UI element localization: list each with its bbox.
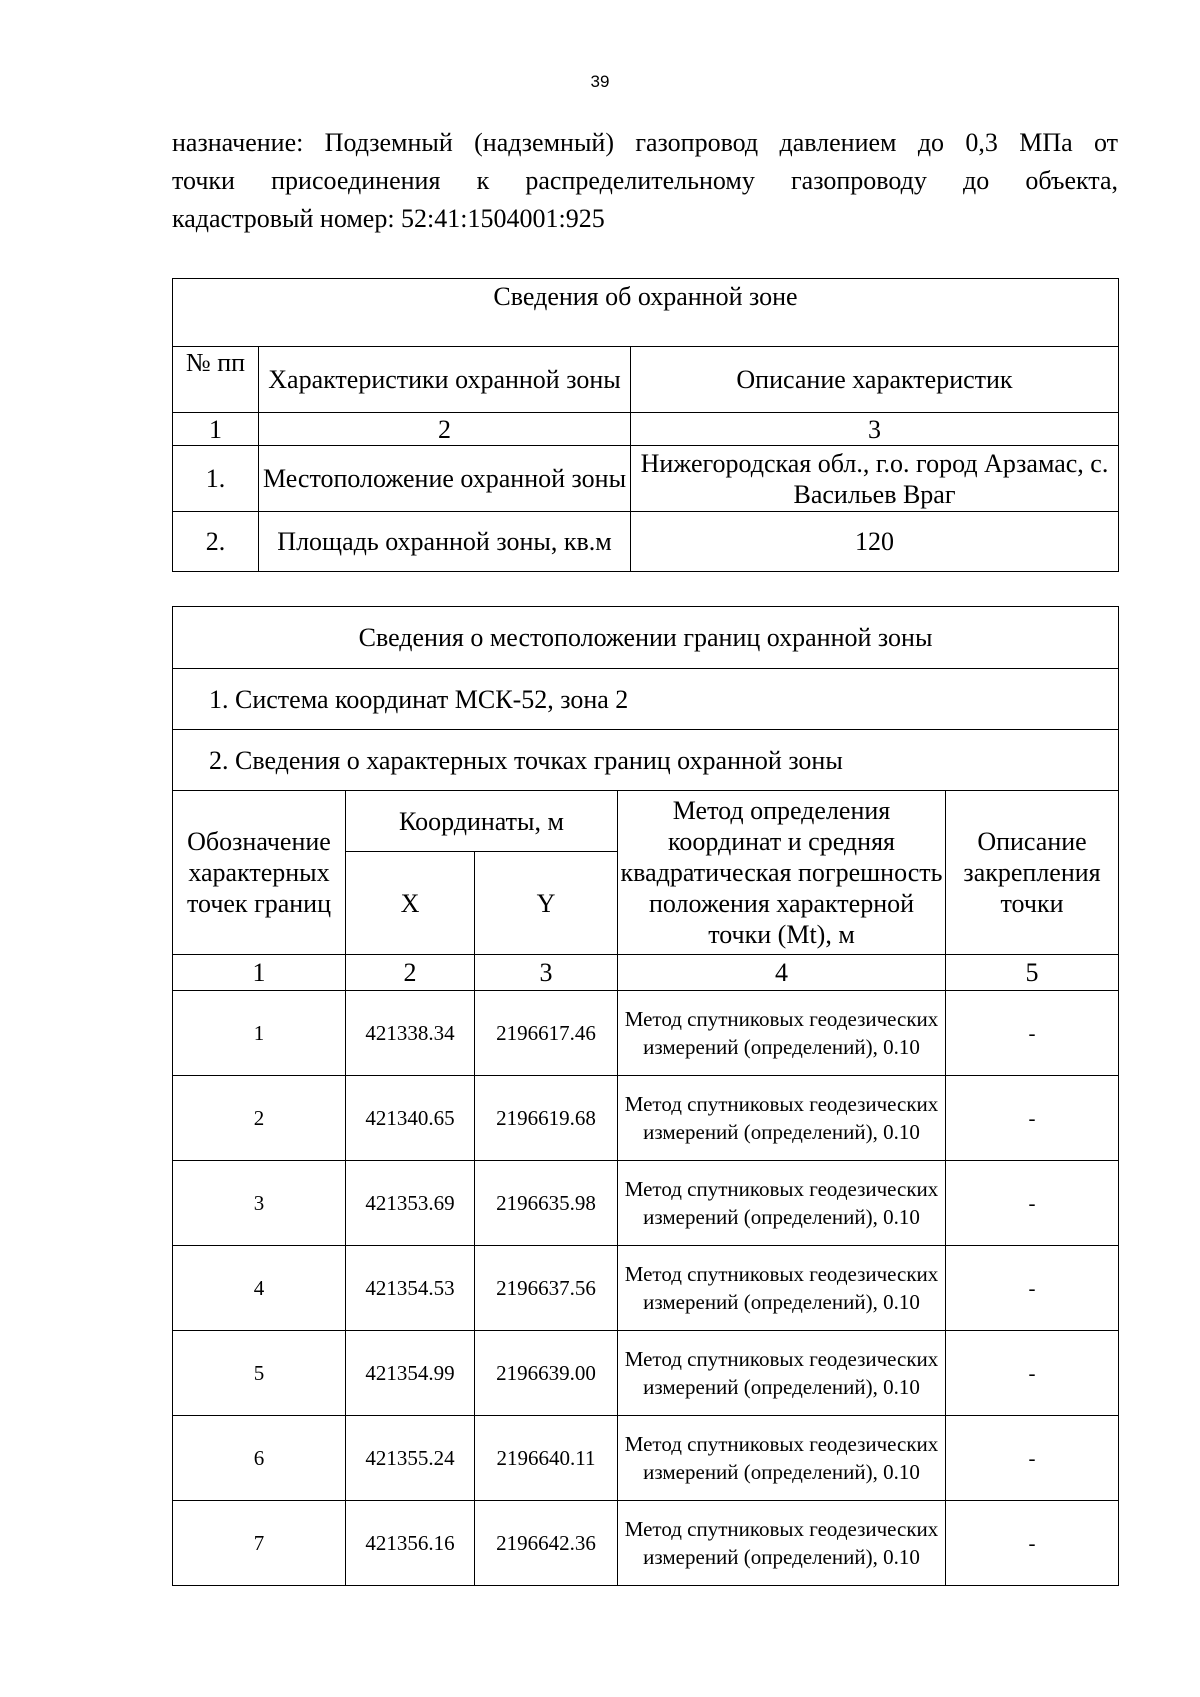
zone-col-number: 2 bbox=[259, 413, 631, 446]
point-id: 4 bbox=[173, 1246, 346, 1331]
point-x: 421340.65 bbox=[346, 1076, 475, 1161]
point-x: 421355.24 bbox=[346, 1416, 475, 1501]
intro-paragraph bbox=[172, 124, 1118, 238]
point-method: Метод спутниковых геодезических измерений (определений), 0.10 bbox=[618, 1076, 946, 1161]
point-description: - bbox=[946, 1501, 1119, 1586]
point-y: 2196640.11 bbox=[475, 1416, 618, 1501]
point-id: 3 bbox=[173, 1161, 346, 1246]
coordinate-system: 1. Система координат МСК-52, зона 2 bbox=[173, 669, 1119, 730]
point-description: - bbox=[946, 1161, 1119, 1246]
coord-col-number: 1 bbox=[173, 955, 346, 991]
point-method: Метод спутниковых геодезических измерений (определений), 0.10 bbox=[618, 1161, 946, 1246]
point-id: 7 bbox=[173, 1501, 346, 1586]
point-description: - bbox=[946, 1076, 1119, 1161]
protection-zone-table bbox=[172, 278, 1119, 572]
point-x: 421338.34 bbox=[346, 991, 475, 1076]
point-id: 6 bbox=[173, 1416, 346, 1501]
table-row bbox=[173, 1501, 1119, 1586]
coord-col-number: 5 bbox=[946, 955, 1119, 991]
point-method: Метод спутниковых геодезических измерений (определений), 0.10 bbox=[618, 1416, 946, 1501]
coord-col-number: 3 bbox=[475, 955, 618, 991]
zone-table-title: Сведения об охранной зоне bbox=[173, 279, 1119, 347]
row-characteristic: Площадь охранной зоны, кв.м bbox=[259, 512, 631, 572]
zone-header-num: № пп bbox=[173, 347, 259, 413]
table-row bbox=[173, 991, 1119, 1076]
point-description: - bbox=[946, 991, 1119, 1076]
point-id: 1 bbox=[173, 991, 346, 1076]
header-x: X bbox=[346, 852, 475, 955]
table-row bbox=[173, 1416, 1119, 1501]
zone-col-number: 3 bbox=[631, 413, 1119, 446]
point-description: - bbox=[946, 1246, 1119, 1331]
intro-line-1: назначение: Подземный (надземный) газопровод давлением до 0,3 МПа от bbox=[172, 128, 1118, 157]
row-number: 2. bbox=[173, 512, 259, 572]
zone-col-number: 1 bbox=[173, 413, 259, 446]
points-section-title: 2. Сведения о характерных точках границ охранной зоны bbox=[173, 730, 1119, 791]
boundary-coordinates-table bbox=[172, 606, 1119, 1586]
page-number: 39 bbox=[590, 72, 610, 91]
point-method: Метод спутниковых геодезических измерений (определений), 0.10 bbox=[618, 1331, 946, 1416]
point-id: 2 bbox=[173, 1076, 346, 1161]
coord-table-title: Сведения о местоположении границ охранной зоны bbox=[173, 607, 1119, 669]
header-description: Описание закрепления точки bbox=[946, 791, 1119, 955]
header-method: Метод определения координат и средняя квадратическая погрешность положения характерной точки (Mt), м bbox=[618, 791, 946, 955]
point-method: Метод спутниковых геодезических измерений (определений), 0.10 bbox=[618, 1501, 946, 1586]
point-id: 5 bbox=[173, 1331, 346, 1416]
coord-col-number: 4 bbox=[618, 955, 946, 991]
table-row bbox=[173, 1246, 1119, 1331]
point-method: Метод спутниковых геодезических измерений (определений), 0.10 bbox=[618, 991, 946, 1076]
header-designation: Обозначение характерных точек границ bbox=[173, 791, 346, 955]
point-y: 2196619.68 bbox=[475, 1076, 618, 1161]
zone-header-characteristics: Характеристики охранной зоны bbox=[259, 347, 631, 413]
point-y: 2196635.98 bbox=[475, 1161, 618, 1246]
point-description: - bbox=[946, 1331, 1119, 1416]
point-y: 2196639.00 bbox=[475, 1331, 618, 1416]
header-coordinates: Координаты, м bbox=[346, 791, 618, 852]
table-row bbox=[173, 512, 1119, 572]
row-value: Нижегородская обл., г.о. город Арзамас, с. Васильев Враг bbox=[631, 446, 1119, 512]
table-row bbox=[173, 1076, 1119, 1161]
row-number: 1. bbox=[173, 446, 259, 512]
point-x: 421356.16 bbox=[346, 1501, 475, 1586]
point-description: - bbox=[946, 1416, 1119, 1501]
point-x: 421353.69 bbox=[346, 1161, 475, 1246]
point-x: 421354.53 bbox=[346, 1246, 475, 1331]
table-row bbox=[173, 1331, 1119, 1416]
point-y: 2196617.46 bbox=[475, 991, 618, 1076]
header-y: Y bbox=[475, 852, 618, 955]
point-y: 2196637.56 bbox=[475, 1246, 618, 1331]
point-method: Метод спутниковых геодезических измерений (определений), 0.10 bbox=[618, 1246, 946, 1331]
intro-line-2: точки присоединения к распределительному газопроводу до объекта, bbox=[172, 166, 1118, 195]
zone-header-description: Описание характеристик bbox=[631, 347, 1119, 413]
point-x: 421354.99 bbox=[346, 1331, 475, 1416]
table-row bbox=[173, 1161, 1119, 1246]
coord-col-number: 2 bbox=[346, 955, 475, 991]
row-characteristic: Местоположение охранной зоны bbox=[259, 446, 631, 512]
intro-line-3: кадастровый номер: 52:41:1504001:925 bbox=[172, 204, 605, 233]
row-value: 120 bbox=[631, 512, 1119, 572]
point-y: 2196642.36 bbox=[475, 1501, 618, 1586]
table-row bbox=[173, 446, 1119, 512]
